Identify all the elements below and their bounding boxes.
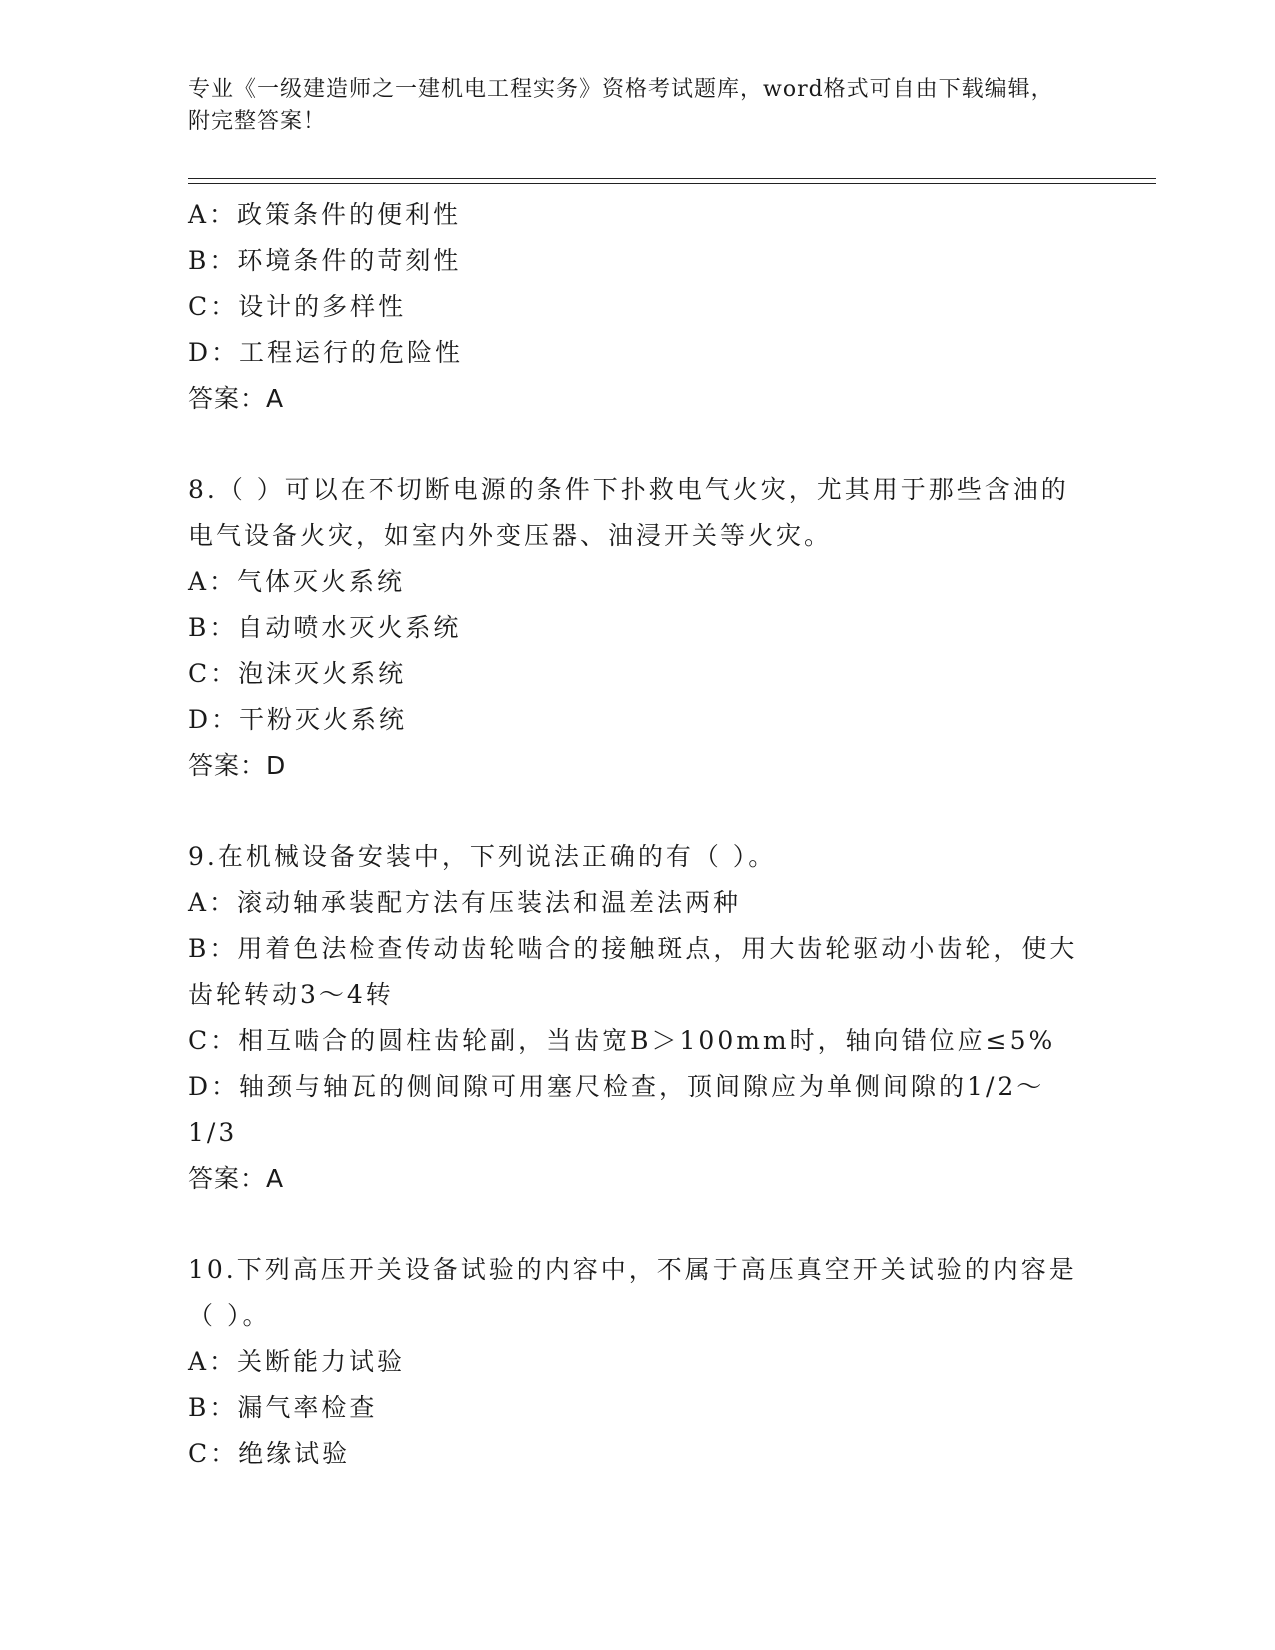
question-stem: 8.（ ）可以在不切断电源的条件下扑救电气火灾，尤其用于那些含油的电气设备火灾，如室内外变压器、油浸开关等火灾。 [188,475,1069,550]
question-block [188,1247,1078,1477]
question-block [188,467,1078,789]
option-d: D：轴颈与轴瓦的侧间隙可用塞尺检查，顶间隙应为单侧间隙的1/2～1/3 [188,1072,1045,1147]
answer-line: 答案：A [188,384,285,413]
option-b: B：用着色法检查传动齿轮啮合的接触斑点，用大齿轮驱动小齿轮，使大齿轮转动3～4转 [188,934,1078,1009]
option-a: A：关断能力试验 [188,1347,406,1376]
option-b: B：漏气率检查 [188,1393,378,1422]
question-stem: 9.在机械设备安装中，下列说法正确的有（ ）。 [188,842,777,871]
question-stem: 10.下列高压开关设备试验的内容中，不属于高压真空开关试验的内容是（ ）。 [188,1255,1077,1330]
option-c: C：设计的多样性 [188,292,407,321]
option-b: B：环境条件的苛刻性 [188,246,462,275]
option-a: A：气体灭火系统 [188,567,406,596]
option-c: C：相互啮合的圆柱齿轮副，当齿宽B＞100mm时，轴向错位应≤5% [188,1026,1056,1055]
document-header: 专业《一级建造师之一建机电工程实务》资格考试题库，word格式可自由下载编辑，附完整答案！ [188,77,1054,134]
question-block [188,834,1078,1202]
option-a: A：政策条件的便利性 [188,200,462,229]
option-d: D：工程运行的危险性 [188,338,464,367]
question-block [188,192,1078,422]
option-c: C：绝缘试验 [188,1439,351,1468]
option-b: B：自动喷水灭火系统 [188,613,462,642]
option-a: A：滚动轴承装配方法有压装法和温差法两种 [188,888,742,917]
answer-line: 答案：A [188,1164,285,1193]
header-divider-top [188,178,1156,179]
option-d: D：干粉灭火系统 [188,705,408,734]
header-divider-bottom [188,183,1156,184]
question-list [188,192,1078,1477]
answer-line: 答案：D [188,751,287,780]
option-c: C：泡沫灭火系统 [188,659,407,688]
